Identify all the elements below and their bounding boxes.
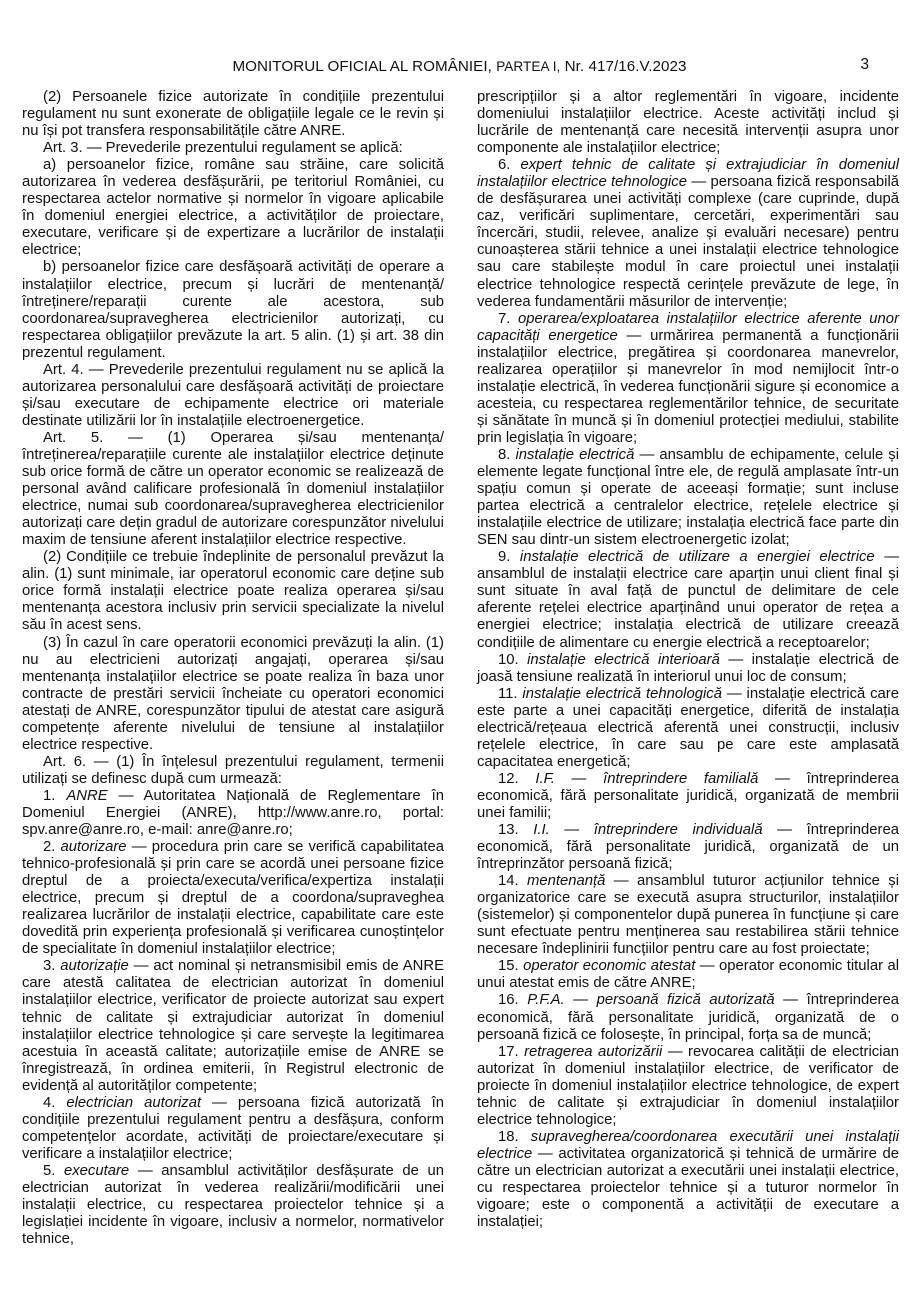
definition-number: 11. [498,685,518,702]
definition-term: I.I. — întreprindere individuală [533,822,763,839]
definition-text: — urmărirea permanentă a funcționării instalațiilor electrice, pregătirea și coordonarea manevrelor, realizarea operațiilor și manevrelor în mod nemijlocit într-o instalație electrică, în vederea funcționării sigure și economice a acesteia, cu respectarea reglementărilor tehnice, de securitate și sănătate în muncă și în domeniul protecției mediului, stabilite prin legislația în vigoare; [477,327,900,446]
definition-text: — instalație electrică de joasă tensiune realizată în interiorul unui loc de consum; [477,651,899,685]
definition-text: — întreprinderea economică, fără personalitate juridică, organizată de un întreprinzător persoană fizică; [477,822,900,873]
definition-term: instalație electrică tehnologică [522,685,722,702]
definition-number: 15. [498,958,519,975]
definition-text: — instalație electrică care este parte a unei capacități energetice, diferită de instalația electrică/rețeaua electrică aferentă unei construcții, inclusiv rețelele electrice, în care sau pe care este amplasată capacitatea energetică; [477,685,900,770]
definition-term: mentenanță [527,873,606,890]
definition-number: 8. [498,446,511,463]
page-header [0,58,919,75]
definition-3 [22,958,444,1094]
definition-text: — procedura prin care se verifică capabilitatea tehnico-profesională și prin care se acordă unei persoane fizice dreptul de a proiecta/executa/verifica/expertiza instalații electrice, precum și dreptul de a coordona/supraveghea realizarea lucrărilor de instalații electrice, capabilitate care este dovedită prin experiența profesională și verificarea cunoștințelor de specialitate în domeniul instalațiilor electrice; [22,839,444,958]
definition-number: 6. [498,157,511,174]
definition-text: — persoana fizică responsabilă de desfășurarea unei activități complexe (care cuprinde, după caz, verificări suplimentare, cercetări, experimentări sau încercări, studii, relevee, analize și evaluări necesare) pentru cunoașterea stării tehnice a unei instalații electrice tehnologice sau care stabilește modul în care proiectul unei instalații electrice tehnologice respectă cerințele prevăzute de lege, în vederea fundamentării măsurilor de intervenție; [477,174,900,310]
definition-number: 3. [43,958,56,975]
definition-term: operator economic atestat [523,958,696,975]
definition-term: ANRE [66,787,108,804]
definition-number: 14. [498,873,519,890]
page-number: 3 [860,56,869,73]
definition-2 [22,839,444,958]
definition-4 [22,1095,444,1163]
definition-text: — activitatea organizatorică și tehnică de urmărire de către un electrician autorizat a executării unei instalații electrice, cu respectarea proiectelor tehnice și a tuturor normelor în vigoare; este o componentă a activității de executare a instalației; [477,1145,899,1231]
art5-para3: (3) În cazul în care operatorii economici prevăzuți la alin. (1) nu au electricieni autorizați angajați, operarea și/sau mentenanța instalațiilor electrice se poate realiza în baza unor contracte de prestări servicii încheiate cu operatori economici atestați de ANRE, corespunzător tipului de atestat care asigură competențe aferente nivelului de tensiune al instalațiilor electrice respective. [22,634,444,753]
definition-text: — întreprinderea economică, fără personalitate juridică, organizată de o persoană fizică ce folosește, în principal, forța sa de muncă; [477,992,899,1043]
definition-text: — ansamblul de instalații electrice care aparțin unui client final și sunt situate în aval față de punctul de delimitare de cele aferente rețelei electrice aparținând unui operator de rețea a energiei electrice; instalația electrică de utilizare creează condițiile de alimentare cu energie electrică a receptoarelor; [477,549,900,651]
definition-term: executare [64,1162,130,1179]
definition-6 [477,157,899,310]
definition-text: — ansamblu de echipamente, celule și elemente legate funcțional între ele, de regulă amplasate într-un spațiu comun și operate de aceeași formație; sunt incluse partea electrică a centralelor electrice, rețelele electrice și instalațiile electrice de utilizare; instalația electrică face parte din SEN sau dintr-un sistem electroenergetic izolat; [477,446,900,549]
definition-term: expert tehnic de calitate și extrajudiciar în domeniul instalațiilor electrice tehnologice [477,157,900,191]
header-issue: Nr. 417/16.V.2023 [564,58,687,75]
definition-number: 13. [498,822,519,839]
definition-number: 18. [498,1128,519,1145]
definition-number: 12. [498,770,519,787]
definition-number: 10. [498,651,519,668]
definition-text: — întreprinderea economică, fără personalitate juridică, organizată de membrii unei familii; [477,770,899,821]
definition-5-continued: prescripțiilor și a altor reglementări în vigoare, incidente domeniului instalațiilor electrice. Aceste activități includ și lucrările de mentenanță care necesită intervenții asupra unor componente ale instalațiilor electrice; [477,89,899,157]
definition-5 [22,1163,444,1248]
definition-term: autorizare [60,839,127,856]
definition-number: 7. [498,310,511,327]
definition-number: 17. [498,1043,519,1060]
definition-7 [477,311,899,447]
header-title: MONITORUL OFICIAL AL ROMÂNIEI, [232,58,492,75]
definition-text: — revocarea calității de electrician autorizat în domeniul instalațiilor electrice, de verificator de proiecte în domeniul instalațiilor electrice tehnologice, de expert tehnic de calitate și extrajudiciar în domeniul instalațiilor electrice tehnologice; [477,1043,899,1128]
definition-text: — act nominal și netransmisibil emis de ANRE care atestă calitatea de electrician autorizat în domeniul instalațiilor electrice, verificator de proiecte autorizat sau expert tehnic de calitate și extrajudiciar autorizat în domeniul instalațiilor electrice tehnologice și care servește la legitimarea acestuia în această calitate; autorizațiile emise de ANRE se înregistrează, în ordinea emiterii, în Registrul electronic de evidență al autorităților competente; [22,958,445,1094]
definition-text: — ansamblul activităților desfășurate de un electrician autorizat în vederea realizării/modificării unei instalații electrice, cu respectarea proiectelor tehnice și a legislației incidente în vigoare, inclusiv a normelor, normativelor tehnice, [22,1162,445,1248]
definition-16 [477,992,899,1043]
definition-8 [477,447,899,549]
definition-number: 4. [43,1094,56,1111]
art3-intro: Art. 3. — Prevederile prezentului regulament se aplică: [43,140,403,157]
definition-term: operarea/exploatarea instalațiilor electrice aferente unor capacități energetice [477,310,900,344]
definition-text: — Autoritatea Națională de Reglementare în Domeniul Energiei (ANRE), http://www.anre.ro, portal: spv.anre@anre.ro, e-mail: anre@anre.ro; [22,787,445,839]
definition-term: supravegherea/coordonarea executării unei instalații electrice [477,1128,899,1162]
definition-term: P.F.A. — persoană fizică autorizată [527,992,775,1009]
definition-term: I.F. — întreprindere familială [535,770,759,787]
art3-item-b: b) persoanelor fizice care desfășoară activități de operare a instalațiilor electrice, precum și lucrări de mentenanță/întreținere/reparații curente ale acestora, sub coordonarea/supravegherea electricienilor autorizați, cu respectarea obligațiilor prevăzute la art. 5 alin. (1) și art. 38 din prezentul regulament. [22,259,444,361]
art4: Art. 4. — Prevederile prezentului regulament nu se aplică la autorizarea personalului care desfășoară activități de proiectare și/sau executare de echipamente electrice ori materiale destinate utilizării lor în instalațiile electroenergetice. [22,361,444,429]
art5-para2: (2) Condițiile ce trebuie îndeplinite de personalul prevăzut la alin. (1) sunt minimale, iar operatorul economic care deține sub orice formă instalații electrice poate realiza operarea și/sau mentenanța acestora inclusiv prin servicii specializate la nivelul său în acest sens. [22,549,444,634]
definition-number: 1. [43,787,56,804]
definition-term: electrician autorizat [66,1094,202,1111]
definition-term: instalație electrică interioară [527,651,720,668]
art6-intro: Art. 6. — (1) În înțelesul prezentului regulament, termenii utilizați se definesc după cum urmează: [22,753,444,787]
definition-term: instalație electrică de utilizare a energiei electrice [519,549,875,566]
definition-term: retragerea autorizării [524,1043,663,1060]
header-part: PARTEA I, [496,59,561,74]
definition-18 [477,1129,899,1231]
definition-12 [477,771,899,822]
definition-15 [477,958,899,992]
definition-17 [477,1044,899,1129]
art3-item-a: a) persoanelor fizice, române sau străine, care solicită autorizarea în vederea desfășurării, pe teritoriul României, cu respectarea actelor normative și normelor în vigoare aplicabile în domeniul energiei electrice, a activităților de proiectare, executare, verificare și de expertizare a lucrărilor de instalații electrice; [22,157,444,259]
definition-1 [22,788,444,839]
definition-text: — persoana fizică autorizată în condițiile prezentului regulament pentru a desfășura, conform competențelor acordate, activități de proiectare/executare și verificare a instalațiilor electrice; [22,1094,445,1162]
definition-number: 16. [498,992,519,1009]
definition-term: instalație electrică [515,446,635,463]
art2-para2: (2) Persoanele fizice autorizate în condițiile prezentului regulament nu sunt exonerate de obligațiile legale ce le revin și nu își pot transfera responsabilitățile către ANRE. [22,89,444,140]
definition-term: autorizație [60,958,129,975]
art5-para1: Art. 5. — (1) Operarea și/sau mentenanța/întreținerea/reparațiile curente ale instalațiilor electrice deținute sub orice formă de către un operator economic se realizează de personal având calificare profesională în domeniul instalațiilor electrice, numai sub coordonarea/supravegherea electricienilor autorizați care dețin gradul de autorizare corespunzător nivelului maxim de tensiune aferent instalațiilor electrice respective. [22,429,444,549]
definition-11 [477,686,899,771]
left-column [22,89,444,1248]
definition-text: — ansamblul tuturor acțiunilor tehnice și organizatorice care se execută asupra structurilor, instalațiilor (sistemelor) și componentelor după punerea în funcțiune și care sunt efectuate pentru menținerea sau restabilirea stării tehnice necesare îndeplinirii funcțiilor pentru care au fost proiectate; [477,873,900,958]
definition-14 [477,873,899,958]
definition-13 [477,822,899,873]
definition-number: 5. [43,1162,56,1179]
definition-10 [477,652,899,686]
definition-number: 9. [498,549,511,566]
definition-number: 2. [43,839,56,856]
definition-9 [477,549,899,651]
definition-text: — operator economic titular al unui atestat emis de către ANRE; [477,958,900,992]
right-column [477,89,899,1231]
